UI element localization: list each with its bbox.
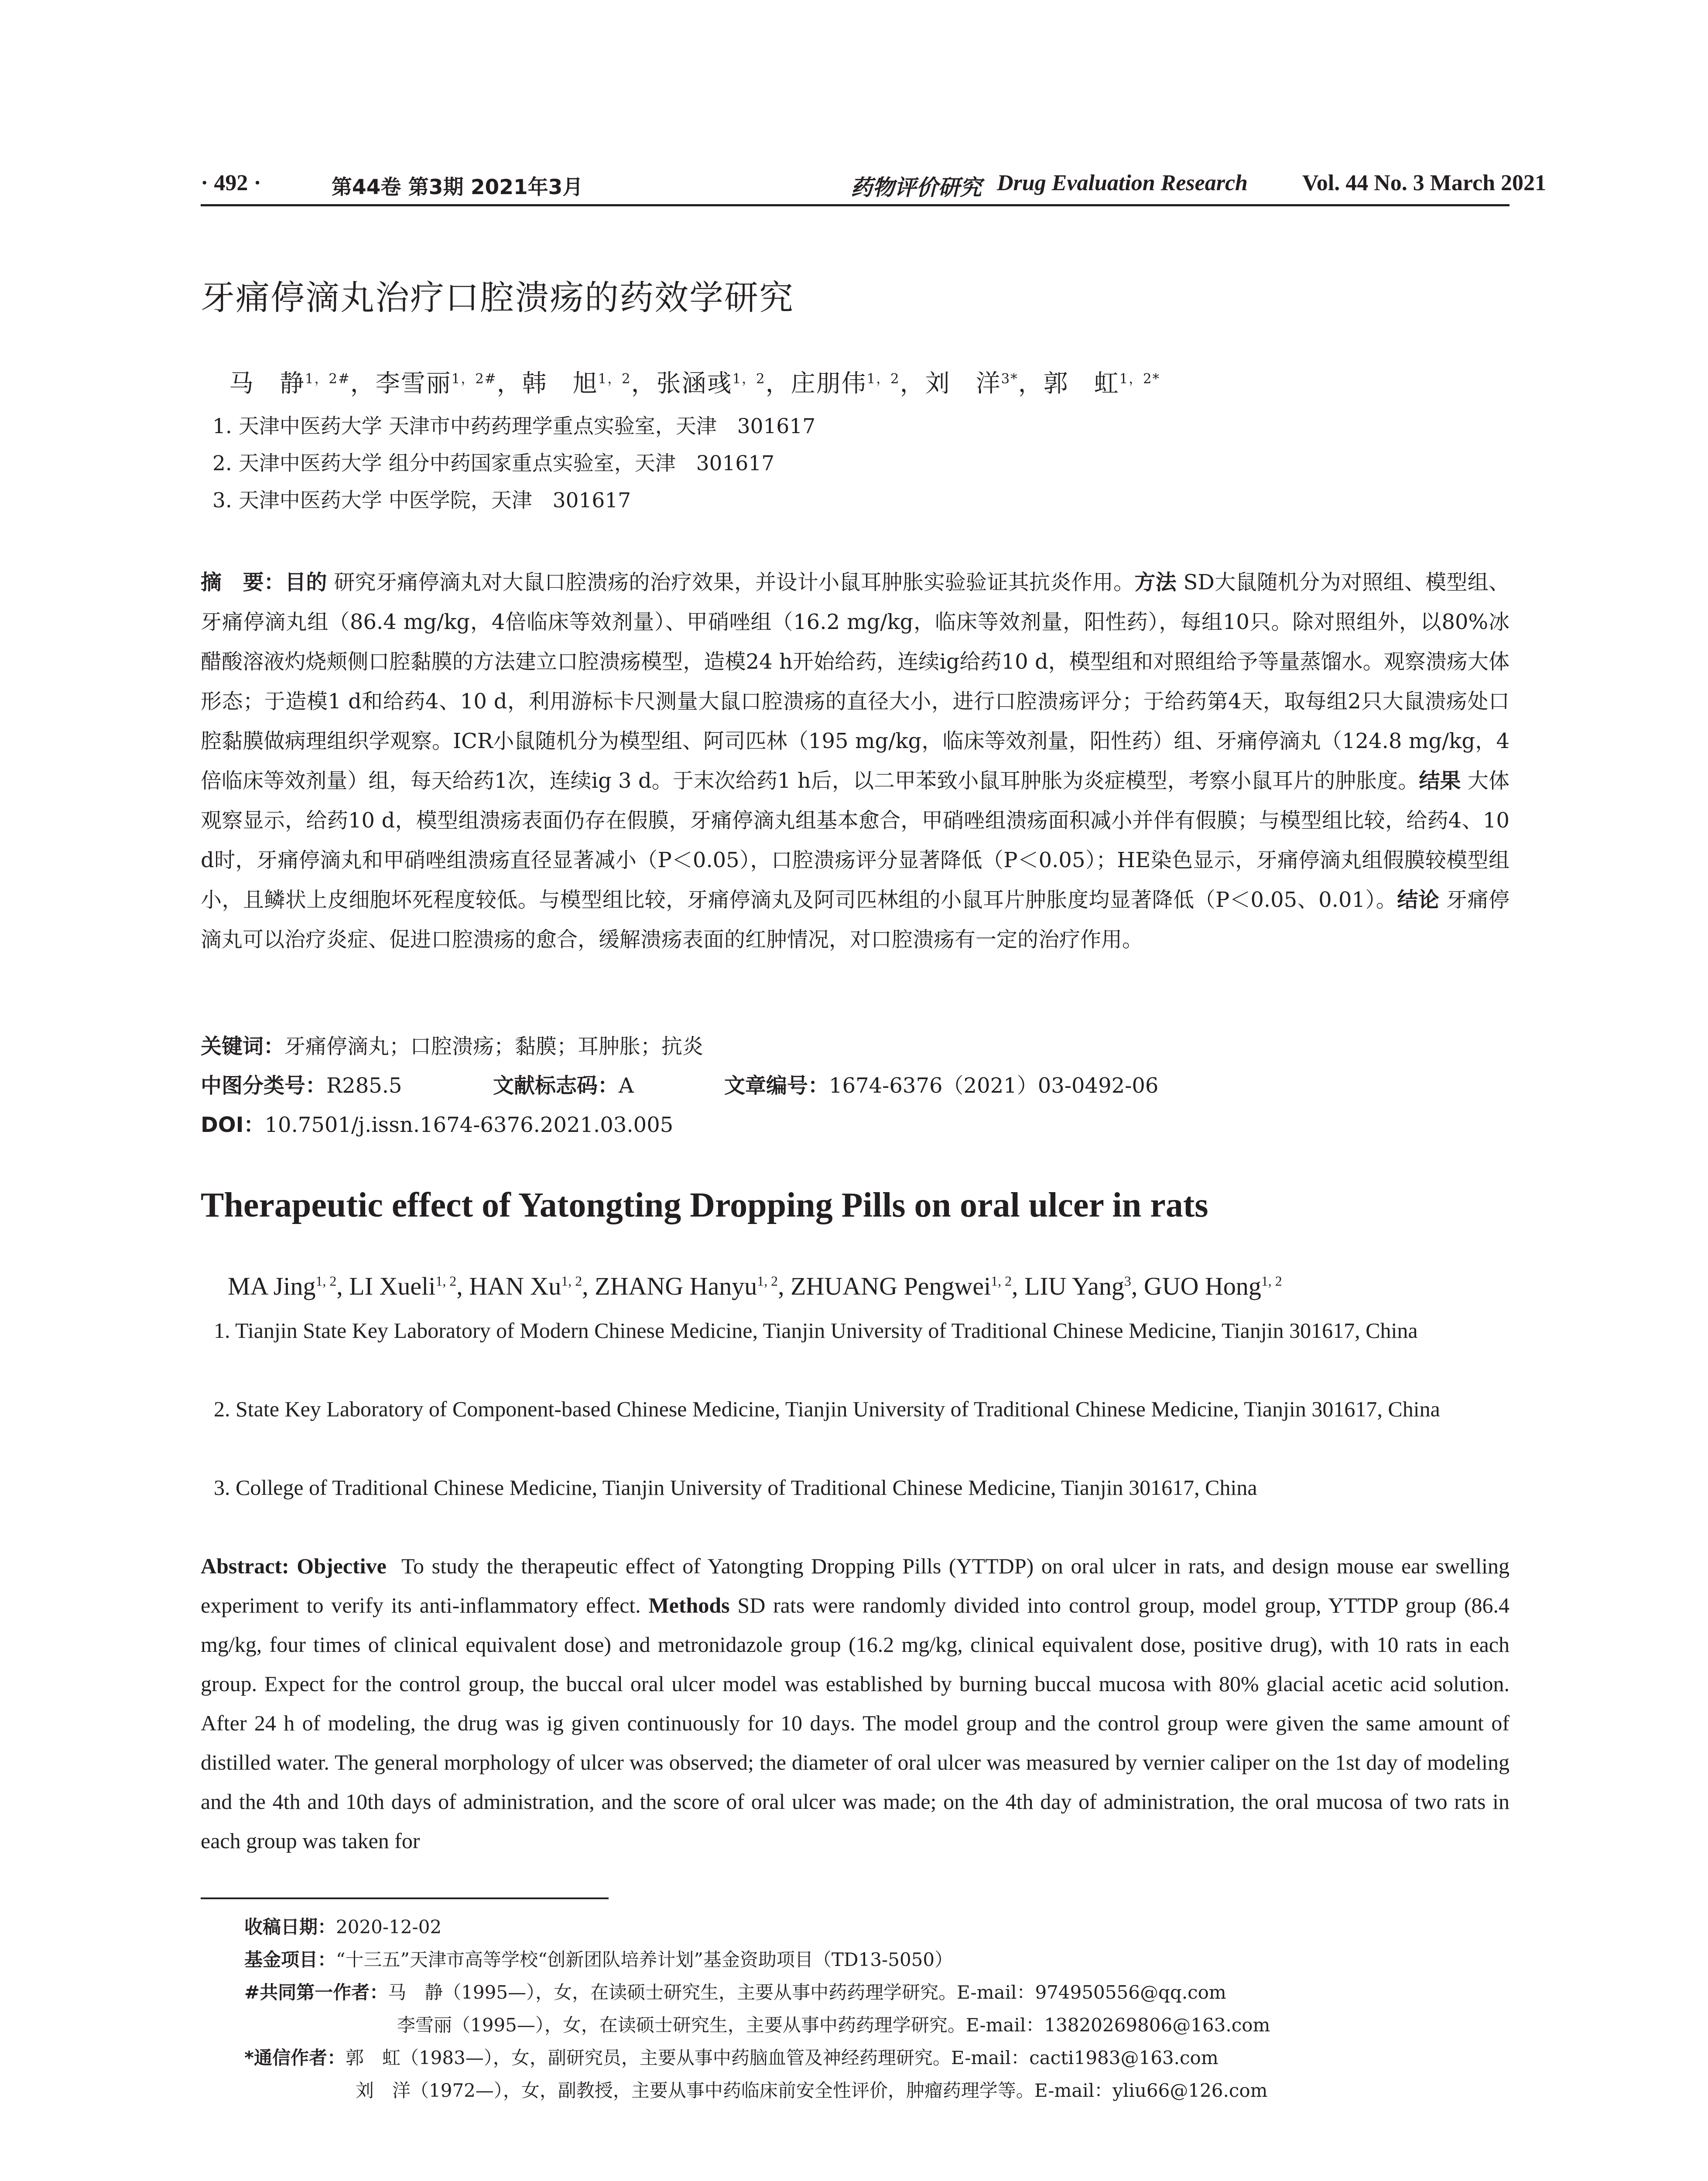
- conclusion-label: 结论: [1397, 888, 1440, 912]
- author-sup: 1，2*: [1119, 371, 1160, 387]
- article-no-group: [724, 1069, 1158, 1099]
- author-cn: 郭 虹: [1043, 369, 1119, 398]
- methods-label: 方法: [1134, 570, 1177, 595]
- journal-logo-cn: 药物评价研究: [851, 174, 982, 200]
- issue-cn: 第44卷 第3期 2021年3月: [332, 175, 583, 199]
- title-en: Therapeutic effect of Yatongting Dropping Pills on oral ulcer in rats: [201, 1186, 1208, 1224]
- affiliation-en-1: 1. Tianjin State Key Laboratory of Modern Chinese Medicine, Tianjin University of Traditional Chinese Medicine, Tianjin 301617, China: [214, 1318, 1418, 1343]
- author-cn: 李雪丽: [375, 369, 452, 398]
- author-sup: 1, 2: [991, 1273, 1012, 1289]
- author-en: LI Xueli: [349, 1272, 436, 1300]
- footnote-cofirst: [244, 1978, 1226, 2004]
- footnote-rule: [201, 1897, 609, 1899]
- author-en: MA Jing: [228, 1272, 316, 1300]
- objective-text-en: To study the therapeutic effect of Yatongting Dropping Pills (YTTDP) on oral ulcer in rats, and design mouse ear swelling experiment to verify its anti-inflammatory effect.: [201, 1554, 1509, 1617]
- footnote-corresponding: [244, 2044, 1219, 2070]
- fund-value: “十三五”天津市高等学校“创新团队培养计划”基金资助项目（TD13-5050）: [336, 1949, 953, 1970]
- article-no-label: 文章编号：: [724, 1073, 829, 1098]
- doc-code-label: 文献标志码：: [493, 1073, 619, 1098]
- objective-label-en: Objective: [297, 1554, 387, 1578]
- running-header: [201, 162, 1546, 202]
- abstract-label: 摘 要：: [201, 570, 285, 595]
- affiliation-en-2: 2. State Key Laboratory of Component-based Chinese Medicine, Tianjin University of Traditional Chinese Medicine, Tianjin 301617, China: [214, 1397, 1440, 1421]
- fund-label: 基金项目：: [244, 1949, 336, 1970]
- methods-text: SD大鼠随机分为对照组、模型组、牙痛停滴丸组（86.4 mg/kg，4倍临床等效剂量）、甲硝唑组（16.2 mg/kg，临床等效剂量，阳性药），每组10只。除对照组外，以80%冰醋酸溶液灼烧颊侧口腔黏膜的方法建立口腔溃疡模型，造模24 h开始给药，连续ig给药10 d，模型组和对照组给予等量蒸馏水。观察溃疡大体形态；于造模1 d和给药4、10 d，利用游标卡尺测量大鼠口腔溃疡的直径大小，进行口腔溃疡评分；于给药第4天，取每组2只大鼠溃疡处口腔黏膜做病理组织学观察。ICR小鼠随机分为模型组、阿司匹林（195 mg/kg，临床等效剂量，阳性药）组、牙痛停滴丸（124.8 mg/kg，4倍临床等效剂量）组，每天给药1次，连续ig 3 d。于末次给药1 h后，以二甲苯致小鼠耳肿胀为炎症模型，考察小鼠耳片的肿胀度。: [201, 570, 1509, 793]
- abstract-cn: [201, 563, 1509, 960]
- title-cn: 牙痛停滴丸治疗口腔溃疡的药效学研究: [201, 278, 794, 318]
- author-sup: 1，2#: [305, 371, 350, 387]
- page-number: · 492 ·: [201, 171, 261, 195]
- corr-author-1: 郭 虹（1983—），女，副研究员，主要从事中药脑血管及神经药理研究。E-mail：cacti1983@163.com: [345, 2047, 1219, 2068]
- author-sup: 1, 2: [315, 1273, 337, 1289]
- keywords: 牙痛停滴丸；口腔溃疡；黏膜；耳肿胀；抗炎: [284, 1034, 704, 1059]
- authors-cn: 马 静$^{1,2\#}$，李雪丽$^{1,2\#}$，韩 旭$^{1,2}$，张涵彧$^{1,2}$，庄朋伟$^{1,2}$，刘 洋$^{3*}$，郭 虹$^{1,2*}$: [229, 369, 1160, 398]
- author-en: ZHANG Hanyu: [595, 1272, 757, 1300]
- classification-line: [201, 1069, 1159, 1099]
- affiliation-cn-3: 3. 天津中医药大学 中医学院，天津 301617: [212, 489, 631, 513]
- author-en: HAN Xu: [469, 1272, 561, 1300]
- methods-label-en: Methods: [648, 1593, 730, 1617]
- abstract-label-en: Abstract:: [201, 1554, 289, 1578]
- author-cn: 庄朋伟: [791, 369, 867, 398]
- author-cn: 刘 洋: [925, 369, 1001, 398]
- doi-line: [201, 1108, 673, 1138]
- doc-code-value: A: [619, 1073, 634, 1098]
- keywords-line: [201, 1029, 703, 1060]
- footnote-fund: [244, 1945, 953, 1972]
- author-en: ZHUANG Pengwei: [791, 1272, 991, 1300]
- corr-label: *通信作者：: [244, 2047, 346, 2068]
- journal-name-en: Drug Evaluation Research: [997, 171, 1248, 195]
- objective-text: 研究牙痛停滴丸对大鼠口腔溃疡的治疗效果，并设计小鼠耳肿胀实验验证其抗炎作用。: [334, 570, 1135, 595]
- abstract-en: [201, 1546, 1509, 1860]
- doi-value: 10.7501/j.issn.1674-6376.2021.03.005: [264, 1113, 674, 1137]
- author-sup: 1, 2: [561, 1273, 582, 1289]
- results-label: 结果: [1419, 769, 1461, 793]
- results-text: 大体观察显示，给药10 d，模型组溃疡表面仍存在假膜，牙痛停滴丸组基本愈合，甲硝唑组溃疡面积减小并伴有假膜；与模型组比较，给药4、10 d时，牙痛停滴丸和甲硝唑组溃疡直径显著减小（P＜0.05），口腔溃疡评分显著降低（P＜0.05）；HE染色显示，牙痛停滴丸组假膜较模型组小，且鳞状上皮细胞坏死程度较低。与模型组比较，牙痛停滴丸及阿司匹林组的小鼠耳片肿胀度均显著降低（P＜0.05、0.01）。: [201, 769, 1509, 912]
- author-cn: 马 静: [229, 369, 305, 398]
- footnote-received: [244, 1913, 442, 1939]
- author-cn: 张涵彧: [656, 369, 732, 398]
- author-sup: 1，2: [866, 371, 900, 387]
- received-value: 2020-12-02: [336, 1916, 442, 1938]
- author-sup: 1, 2: [1261, 1273, 1282, 1289]
- author-sup: 3: [1124, 1273, 1131, 1289]
- cofirst-author-1: 马 静（1995—），女，在读硕士研究生，主要从事中药药理学研究。E-mail：974950556@qq.com: [388, 1982, 1226, 2003]
- author-sup: 1, 2: [757, 1273, 778, 1289]
- received-label: 收稿日期：: [244, 1916, 336, 1938]
- clc-value: R285.5: [326, 1073, 402, 1098]
- author-en: LIU Yang: [1024, 1272, 1124, 1300]
- affiliation-en-3: 3. College of Traditional Chinese Medicine, Tianjin University of Traditional Chinese Medicine, Tianjin 301617, China: [214, 1475, 1257, 1500]
- cofirst-label: #共同第一作者：: [244, 1982, 388, 2003]
- author-sup: 1，2: [598, 371, 631, 387]
- doc-code-group: [493, 1069, 634, 1099]
- affiliation-cn-1: 1. 天津中医药大学 天津市中药药理学重点实验室，天津 301617: [212, 414, 816, 438]
- author-sup: 1，2#: [451, 371, 497, 387]
- header-rule: [201, 204, 1509, 206]
- article-no-value: 1674-6376（2021）03-0492-06: [829, 1073, 1159, 1098]
- clc-label: 中图分类号：: [201, 1073, 327, 1098]
- footnote-corresponding-2: 刘 洋（1972—），女，副教授，主要从事中药临床前安全性评价，肿瘤药理学等。E-mail：yliu66@126.com: [356, 2080, 1268, 2101]
- keywords-label: 关键词：: [201, 1034, 285, 1059]
- affiliation-cn-2: 2. 天津中医药大学 组分中药国家重点实验室，天津 301617: [212, 451, 775, 475]
- doi-label: DOI：: [201, 1113, 265, 1137]
- issue-en: Vol. 44 No. 3 March 2021: [1302, 171, 1546, 195]
- conclusion-text: 牙痛停滴丸可以治疗炎症、促进口腔溃疡的愈合，缓解溃疡表面的红肿情况，对口腔溃疡有一定的治疗作用。: [201, 888, 1509, 952]
- authors-en: MA Jing$^{1, 2}$, LI Xueli$^{1, 2}$, HAN Xu$^{1, 2}$, ZHANG Hanyu$^{1, 2}$, ZHUANG Pengwei$^{1, 2}$, LIU Yang$^3$, GUO Hong$^{1, 2}$: [228, 1272, 1282, 1300]
- author-en: GUO Hong: [1143, 1272, 1261, 1300]
- author-sup: 1，2: [732, 371, 766, 387]
- author-cn: 韩 旭: [522, 369, 598, 398]
- author-sup: 1, 2: [435, 1273, 457, 1289]
- methods-text-en: SD rats were randomly divided into control group, model group, YTTDP group (86.4 mg/kg, four times of clinical equivalent dose) and metronidazole group (16.2 mg/kg, clinical equivalent dose, positive drug), with 10 rats in each group. Expect for the control group, the buccal oral ulcer model was established by burning buccal mucosa with 80% glacial acetic acid solution. After 24 h of modeling, the drug was ig given continuously for 10 days. The model group and the control group were given the same amount of distilled water. The general morphology of ulcer was observed; the diameter of oral ulcer was measured by vernier caliper on the 1st day of modeling and the 4th and 10th days of administration, and the score of oral ulcer was made; on the 4th day of administration, the oral mucosa of two rats in each group was taken for: [201, 1593, 1509, 1853]
- objective-label: 目的: [285, 570, 327, 595]
- footnote-cofirst-2: 李雪丽（1995—），女，在读硕士研究生，主要从事中药药理学研究。E-mail：13820269806@163.com: [397, 2014, 1270, 2036]
- author-sup: 3*: [1001, 371, 1018, 387]
